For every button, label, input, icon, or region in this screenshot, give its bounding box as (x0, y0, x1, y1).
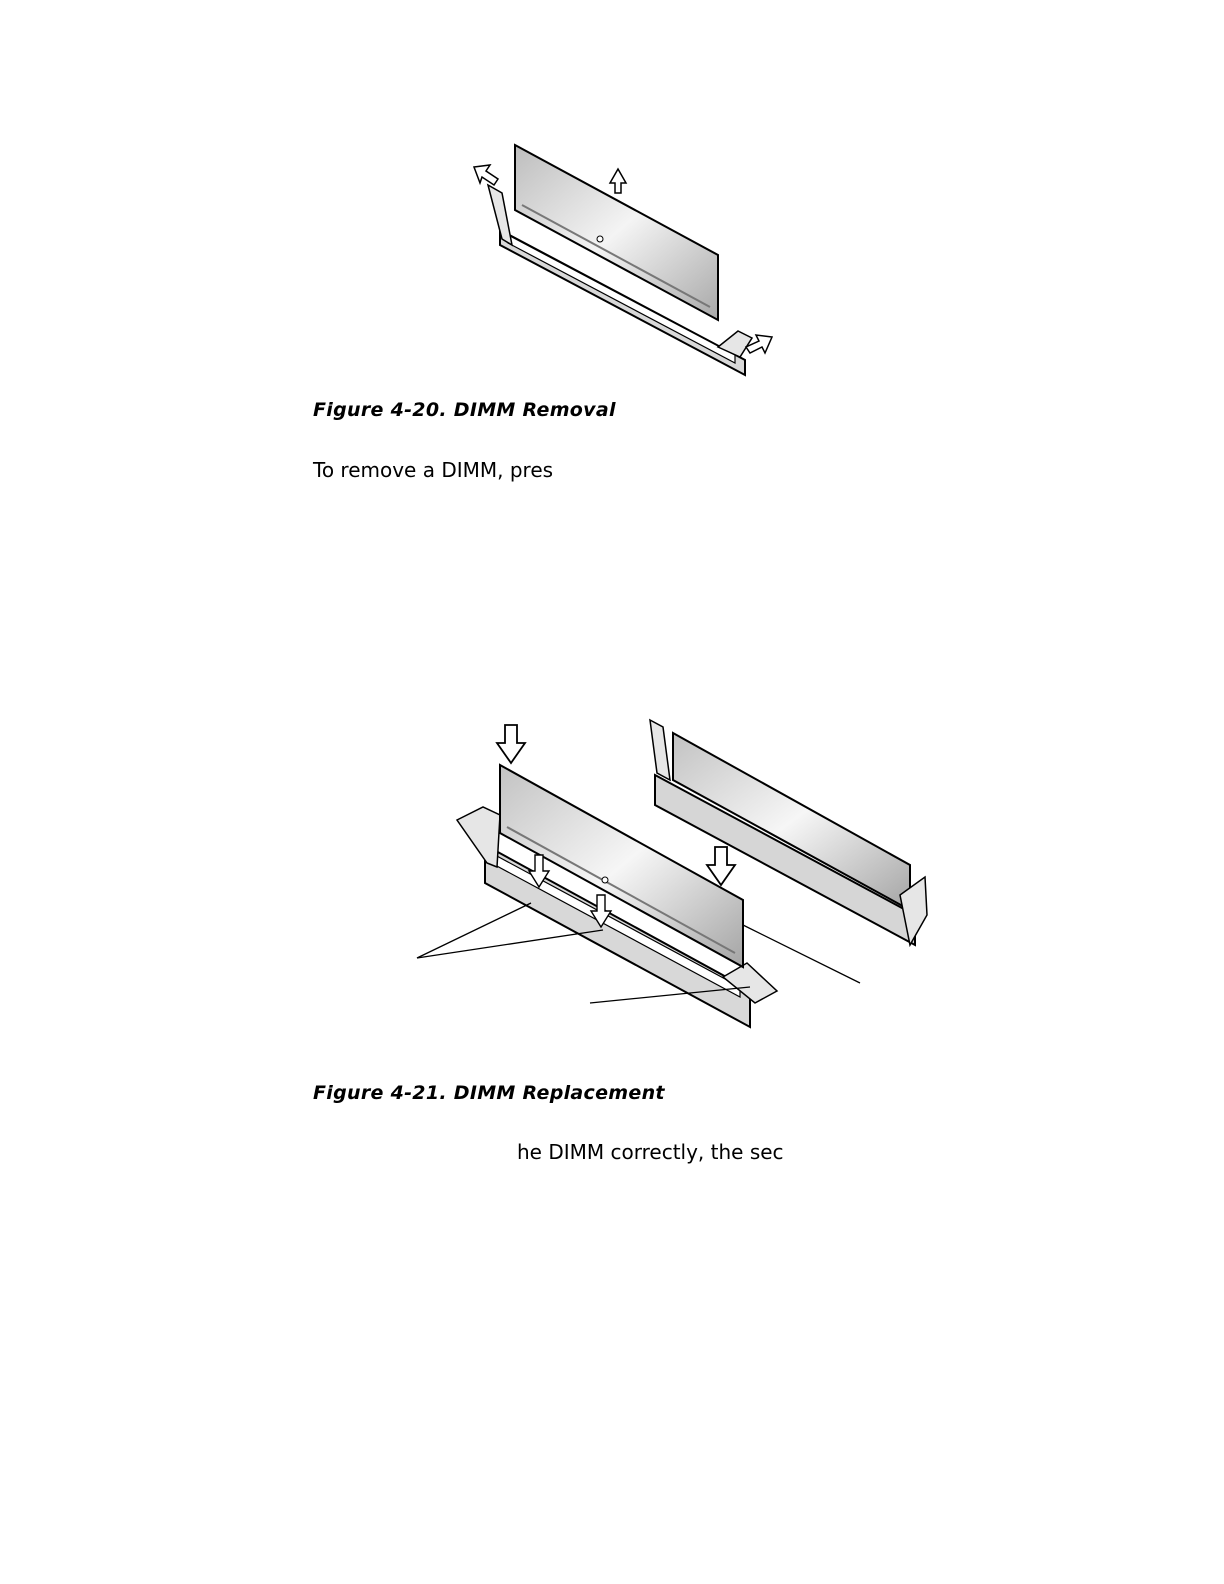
figure-caption: Figure 4-20. DIMM Removal (313, 399, 616, 421)
down-arrow-icon (707, 847, 735, 885)
left-release-arrow-icon (474, 165, 498, 185)
dimm-replacement-illustration (405, 715, 935, 1040)
down-arrow-icon (497, 725, 525, 763)
body-paragraph: he DIMM correctly, the sec (517, 1140, 784, 1164)
left-latch (457, 807, 500, 867)
body-paragraph: To remove a DIMM, pres (313, 458, 554, 482)
figure-caption: Figure 4-21. DIMM Replacement (313, 1082, 665, 1104)
up-arrow-icon (610, 169, 626, 193)
dimm-removal-illustration (460, 135, 790, 380)
